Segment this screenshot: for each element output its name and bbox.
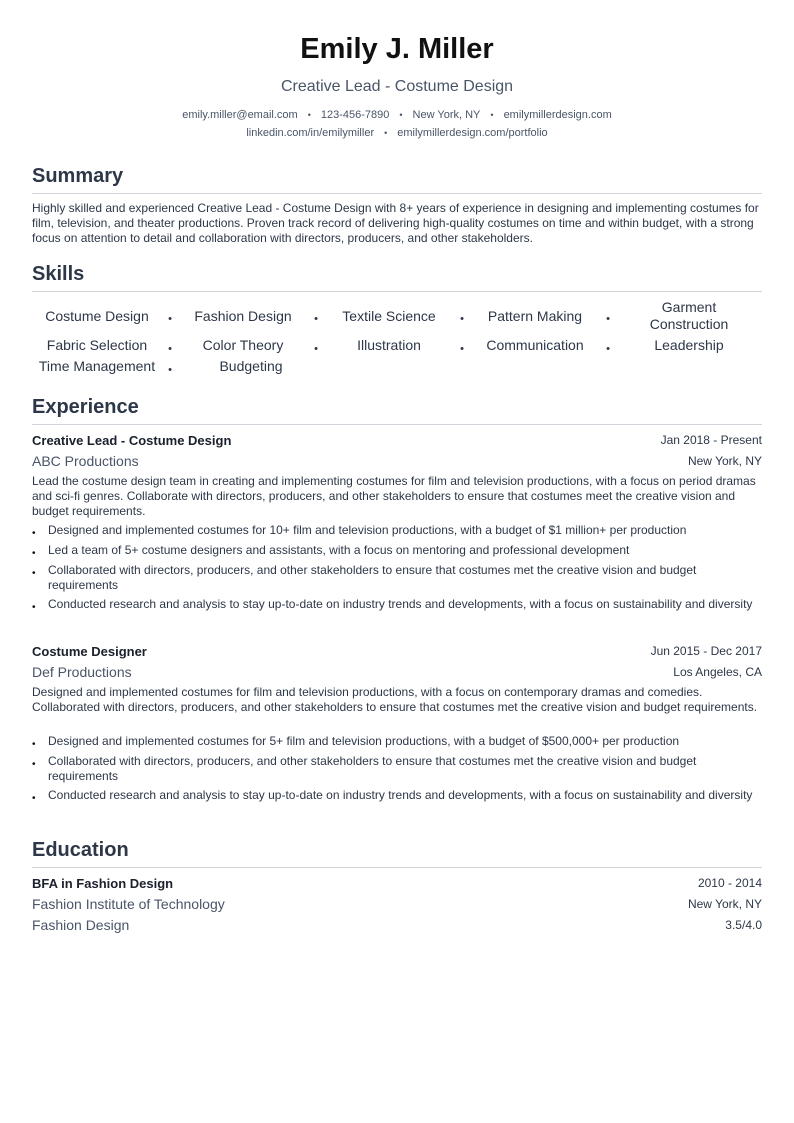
phone-number: 123-456-7890: [320, 109, 390, 121]
job-bullet: [32, 523, 762, 538]
job-company: ABC Productions: [32, 453, 139, 469]
candidate-name: Emily J. Miller: [300, 33, 494, 65]
skill-separator: •: [460, 343, 464, 355]
education-heading: Education: [32, 838, 762, 868]
bullet-icon: •: [32, 528, 36, 539]
contact-line-2: [0, 126, 794, 140]
contact-separator: •: [399, 110, 403, 120]
job-title: Costume Designer: [32, 644, 147, 659]
job-dates: Jun 2015 - Dec 2017: [650, 644, 762, 658]
job-description: Lead the costume design team in creating and implementing costumes for film and television productions, with a focus on period dramas and sci-fi genres. Collaborate with directors, producers, and other stakeholders to ensure that costumes meet the creative vision and budget requirements.: [32, 474, 756, 518]
bullet-text: Conducted research and analysis to stay up-to-date on industry trends and developments, with a focus on sustainability and diversity: [48, 788, 753, 802]
website-link[interactable]: emilymillerdesign.com: [503, 109, 612, 121]
job-bullet: [32, 754, 762, 784]
skill-item: Color Theory: [202, 337, 284, 353]
skill-item: Garment Construction: [649, 299, 729, 332]
job-location: Los Angeles, CA: [673, 665, 762, 679]
skill-separator: •: [606, 343, 610, 355]
contact-separator: •: [490, 110, 494, 120]
job-location: New York, NY: [687, 454, 762, 468]
skill-item: Pattern Making: [487, 308, 583, 324]
skill-separator: •: [606, 313, 610, 325]
bullet-icon: •: [32, 759, 36, 770]
bullet-text: Collaborated with directors, producers, and other stakeholders to ensure that costumes met the creative vision and budget requirements: [48, 563, 697, 592]
skill-separator: •: [168, 343, 172, 355]
job-bullet: [32, 734, 762, 749]
bullet-icon: •: [32, 793, 36, 804]
education-field: Fashion Design: [32, 917, 130, 933]
education-degree: BFA in Fashion Design: [32, 876, 174, 891]
skill-separator: •: [460, 313, 464, 325]
skill-item: Time Management: [38, 358, 156, 374]
skill-item: Fabric Selection: [46, 337, 148, 353]
skills-heading: Skills: [32, 262, 762, 292]
contact-separator: •: [307, 110, 311, 120]
summary-heading: Summary: [32, 164, 762, 194]
skill-item: Fashion Design: [194, 308, 292, 324]
candidate-headline: Creative Lead - Costume Design: [280, 78, 514, 95]
portfolio-link[interactable]: emilymillerdesign.com/portfolio: [397, 127, 548, 139]
skill-separator: •: [314, 313, 318, 325]
job-bullet: [32, 788, 762, 803]
bullet-text: Designed and implemented costumes for 10+ film and television productions, with a budget of $1 million+ per production: [48, 523, 687, 537]
job-dates: Jan 2018 - Present: [660, 433, 762, 447]
contact-separator: •: [384, 128, 388, 138]
bullet-icon: •: [32, 568, 36, 579]
location-text: New York, NY: [412, 109, 481, 121]
skill-separator: •: [168, 313, 172, 325]
education-location: New York, NY: [687, 897, 762, 911]
skill-item: Costume Design: [45, 308, 149, 324]
bullet-icon: •: [32, 602, 36, 613]
bullet-icon: •: [32, 548, 36, 559]
bullet-icon: •: [32, 739, 36, 750]
skill-item: Communication: [486, 337, 584, 353]
education-gpa: 3.5/4.0: [725, 918, 762, 932]
job-bullet: [32, 563, 762, 593]
education-school: Fashion Institute of Technology: [32, 896, 225, 912]
linkedin-link[interactable]: linkedin.com/in/emilymiller: [246, 127, 375, 139]
job-bullet: [32, 543, 762, 558]
summary-text: Highly skilled and experienced Creative Lead - Costume Design with 8+ years of experience in designing and implementing costumes for film, television, and theater productions. Proven track record of delivering high-quality costumes on time and within budget, with a strong focus on attention to detail and collaboration with directors, producers, and other stakeholders.: [32, 201, 759, 245]
skill-item: Leadership: [654, 337, 724, 353]
skill-separator: •: [314, 343, 318, 355]
job-title: Creative Lead - Costume Design: [32, 433, 232, 448]
skill-item: Textile Science: [342, 308, 436, 324]
email-link[interactable]: emily.miller@email.com: [182, 109, 298, 121]
job-description: Designed and implemented costumes for film and television productions, with a focus on contemporary dramas and comedies. Collaborated with directors, producers, and other stakeholders to ensure that costumes met the creative vision and budget requirements.: [32, 685, 758, 714]
skill-separator: •: [168, 364, 172, 376]
contact-line-1: [0, 108, 794, 122]
job-company: Def Productions: [32, 664, 132, 680]
bullet-text: Led a team of 5+ costume designers and assistants, with a focus on mentoring and professional development: [48, 543, 630, 557]
job-bullet: [32, 597, 762, 612]
bullet-text: Conducted research and analysis to stay up-to-date on industry trends and developments, with a focus on sustainability and diversity: [48, 597, 753, 611]
education-dates: 2010 - 2014: [697, 876, 762, 890]
skill-item: Illustration: [357, 337, 421, 353]
skill-item: Budgeting: [219, 358, 283, 374]
bullet-text: Collaborated with directors, producers, and other stakeholders to ensure that costumes met the creative vision and budget requirements: [48, 754, 697, 783]
experience-heading: Experience: [32, 395, 762, 425]
bullet-text: Designed and implemented costumes for 5+ film and television productions, with a budget of $500,000+ per production: [48, 734, 680, 748]
